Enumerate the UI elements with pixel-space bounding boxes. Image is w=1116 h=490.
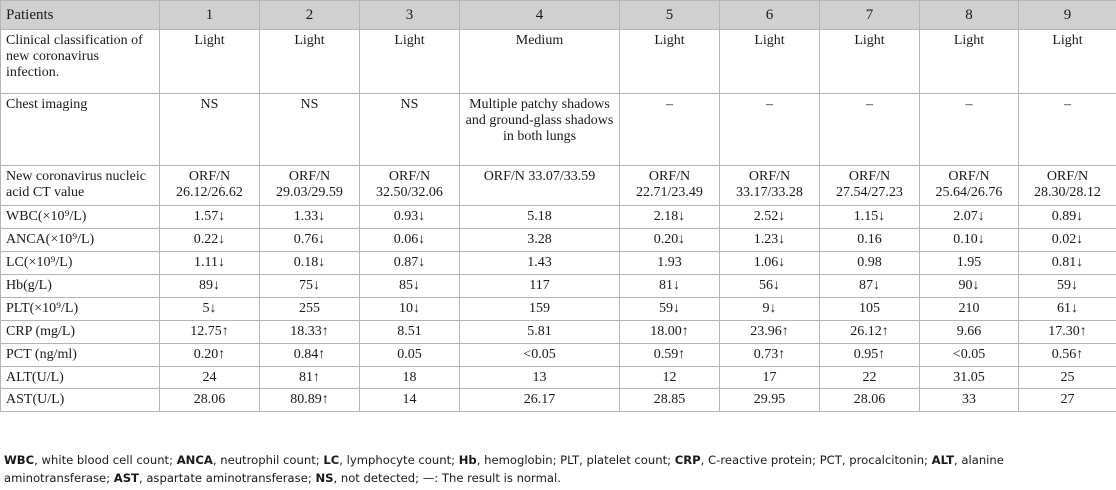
table-cell: ORF/N 29.03/29.59 [260, 166, 360, 206]
table-cell: 0.98 [820, 252, 920, 275]
footnote-abbreviation: LC [323, 453, 340, 467]
table-cell: 1.57↓ [160, 206, 260, 229]
table-cell: 87↓ [820, 275, 920, 298]
table-cell: 2.52↓ [720, 206, 820, 229]
table-cell: Light [160, 30, 260, 94]
table-cell: 12 [620, 367, 720, 389]
footnote-abbreviation: WBC [4, 453, 35, 467]
table-cell: 14 [360, 389, 460, 412]
table-cell: 31.05 [920, 367, 1019, 389]
table-cell: 9↓ [720, 298, 820, 321]
row-label: AST(U/L) [1, 389, 160, 412]
table-cell: 56↓ [720, 275, 820, 298]
row-label: ANCA(×10⁹/L) [1, 229, 160, 252]
footnote-definition: , alanine aminotransferase; [4, 453, 1004, 485]
column-header-patient-6: 6 [720, 1, 820, 30]
table-cell: 255 [260, 298, 360, 321]
row-label: PLT(×10⁹/L) [1, 298, 160, 321]
table-cell: 28.06 [820, 389, 920, 412]
table-cell: 159 [460, 298, 620, 321]
table-row [1, 389, 1116, 412]
table-cell: 5.81 [460, 321, 620, 344]
row-label: Chest imaging [1, 94, 160, 166]
table-body [1, 30, 1116, 412]
footnote-abbreviation: Hb [458, 453, 477, 467]
table-cell: 0.02↓ [1019, 229, 1116, 252]
table-cell: 0.18↓ [260, 252, 360, 275]
table-cell: 59↓ [620, 298, 720, 321]
table-cell: 25 [1019, 367, 1116, 389]
column-header-patients: Patients [1, 1, 160, 30]
table-cell: 1.23↓ [720, 229, 820, 252]
table-cell: <0.05 [920, 344, 1019, 367]
table-row [1, 344, 1116, 367]
table-cell: 0.81↓ [1019, 252, 1116, 275]
table-cell: Light [360, 30, 460, 94]
table-cell: 0.05 [360, 344, 460, 367]
table-cell: 17.30↑ [1019, 321, 1116, 344]
table-cell: NS [160, 94, 260, 166]
footnote-definition: , aspartate aminotransferase; [138, 471, 316, 485]
table-cell: 13 [460, 367, 620, 389]
table-cell: 18.33↑ [260, 321, 360, 344]
column-header-patient-2: 2 [260, 1, 360, 30]
table-cell: NS [260, 94, 360, 166]
table-cell: ORF/N 22.71/23.49 [620, 166, 720, 206]
table-cell: 1.15↓ [820, 206, 920, 229]
table-cell: 81↓ [620, 275, 720, 298]
table-cell: 29.95 [720, 389, 820, 412]
table-cell: 105 [820, 298, 920, 321]
table-cell: 1.93 [620, 252, 720, 275]
table-footnote [4, 451, 1112, 487]
footnote-definition: , C-reactive protein; PCT, procalcitonin; [700, 453, 932, 467]
table-cell: Medium [460, 30, 620, 94]
table-cell: 0.06↓ [360, 229, 460, 252]
table-cell: ORF/N 26.12/26.62 [160, 166, 260, 206]
footnote-definition: , white blood cell count; [34, 453, 177, 467]
table-cell: 5↓ [160, 298, 260, 321]
table-cell: 81↑ [260, 367, 360, 389]
table-cell: 22 [820, 367, 920, 389]
table-cell: 0.93↓ [360, 206, 460, 229]
row-label: CRP (mg/L) [1, 321, 160, 344]
footnote-abbreviation: CRP [674, 453, 701, 467]
table-cell: ORF/N 28.30/28.12 [1019, 166, 1116, 206]
table-row [1, 252, 1116, 275]
table-cell: 3.28 [460, 229, 620, 252]
row-label: WBC(×10⁹/L) [1, 206, 160, 229]
table-cell: NS [360, 94, 460, 166]
table-cell: 12.75↑ [160, 321, 260, 344]
table-cell: 10↓ [360, 298, 460, 321]
table-cell: 90↓ [920, 275, 1019, 298]
table-cell: 8.51 [360, 321, 460, 344]
table-cell: 5.18 [460, 206, 620, 229]
footnote-abbreviation: ANCA [176, 453, 213, 467]
column-header-patient-9: 9 [1019, 1, 1116, 30]
table-row [1, 94, 1116, 166]
table-cell: – [620, 94, 720, 166]
table-cell: 0.73↑ [720, 344, 820, 367]
table-cell: 33 [920, 389, 1019, 412]
table-cell: 117 [460, 275, 620, 298]
table-cell: <0.05 [460, 344, 620, 367]
table-cell: Light [920, 30, 1019, 94]
table-cell: Light [820, 30, 920, 94]
table-cell: 1.43 [460, 252, 620, 275]
table-cell: 9.66 [920, 321, 1019, 344]
table-cell: 61↓ [1019, 298, 1116, 321]
table-cell: 26.12↑ [820, 321, 920, 344]
row-label: New coronavirus nucleic acid CT value [1, 166, 160, 206]
table-cell: 26.17 [460, 389, 620, 412]
table-cell: ORF/N 32.50/32.06 [360, 166, 460, 206]
table-cell: 27 [1019, 389, 1116, 412]
row-label: ALT(U/L) [1, 367, 160, 389]
column-header-patient-8: 8 [920, 1, 1019, 30]
table-cell: Light [260, 30, 360, 94]
row-label: LC(×10⁹/L) [1, 252, 160, 275]
column-header-patient-3: 3 [360, 1, 460, 30]
table-row [1, 229, 1116, 252]
footnote-definition: , hemoglobin; PLT, platelet count; [476, 453, 675, 467]
table-cell: – [1019, 94, 1116, 166]
table-row [1, 367, 1116, 389]
column-header-patient-5: 5 [620, 1, 720, 30]
column-header-patient-4: 4 [460, 1, 620, 30]
table-cell: – [920, 94, 1019, 166]
table-cell: 0.95↑ [820, 344, 920, 367]
table-cell: 0.76↓ [260, 229, 360, 252]
table-cell: 89↓ [160, 275, 260, 298]
table-cell: – [820, 94, 920, 166]
table-row [1, 30, 1116, 94]
table-header-row [1, 1, 1116, 30]
table-cell: 0.59↑ [620, 344, 720, 367]
table-cell: ORF/N 25.64/26.76 [920, 166, 1019, 206]
table-cell: 80.89↑ [260, 389, 360, 412]
footnote-definition: , lymphocyte count; [339, 453, 459, 467]
table-cell: 0.87↓ [360, 252, 460, 275]
table-cell: 0.20↑ [160, 344, 260, 367]
table-cell: 18 [360, 367, 460, 389]
footnote-abbreviation: NS [315, 471, 334, 485]
table-cell: 28.85 [620, 389, 720, 412]
table-cell: Light [720, 30, 820, 94]
table-cell: 0.56↑ [1019, 344, 1116, 367]
table-cell: Multiple patchy shadows and ground-glass shadows in both lungs [460, 94, 620, 166]
table-cell: 0.22↓ [160, 229, 260, 252]
table-row [1, 298, 1116, 321]
table-cell: 0.84↑ [260, 344, 360, 367]
table-cell: 1.33↓ [260, 206, 360, 229]
column-header-patient-1: 1 [160, 1, 260, 30]
table-cell: 1.06↓ [720, 252, 820, 275]
footnote-definition: , neutrophil count; [212, 453, 324, 467]
table-row [1, 321, 1116, 344]
table-cell: ORF/N 27.54/27.23 [820, 166, 920, 206]
table-row [1, 275, 1116, 298]
table-row [1, 166, 1116, 206]
table-cell: 85↓ [360, 275, 460, 298]
table-cell: 1.95 [920, 252, 1019, 275]
table-cell: 2.18↓ [620, 206, 720, 229]
table-cell: 0.16 [820, 229, 920, 252]
table-cell: ORF/N 33.07/33.59 [460, 166, 620, 206]
table-cell: Light [620, 30, 720, 94]
footnote-abbreviation: AST [113, 471, 139, 485]
table-cell: – [720, 94, 820, 166]
table-cell: 23.96↑ [720, 321, 820, 344]
table-cell: 0.10↓ [920, 229, 1019, 252]
table-cell: ORF/N 33.17/33.28 [720, 166, 820, 206]
footnote-definition: , not detected; —: The result is normal. [333, 471, 561, 485]
table-cell: 17 [720, 367, 820, 389]
table-cell: 2.07↓ [920, 206, 1019, 229]
table-cell: 75↓ [260, 275, 360, 298]
table-cell: Light [1019, 30, 1116, 94]
table-cell: 59↓ [1019, 275, 1116, 298]
table-cell: 0.89↓ [1019, 206, 1116, 229]
row-label: Clinical classification of new coronavirus infection. [1, 30, 160, 94]
row-label: Hb(g/L) [1, 275, 160, 298]
footnote-abbreviation: ALT [931, 453, 955, 467]
table-row [1, 206, 1116, 229]
column-header-patient-7: 7 [820, 1, 920, 30]
table-cell: 18.00↑ [620, 321, 720, 344]
table-cell: 28.06 [160, 389, 260, 412]
table-cell: 24 [160, 367, 260, 389]
table-cell: 0.20↓ [620, 229, 720, 252]
table-cell: 210 [920, 298, 1019, 321]
table-cell: 1.11↓ [160, 252, 260, 275]
row-label: PCT (ng/ml) [1, 344, 160, 367]
